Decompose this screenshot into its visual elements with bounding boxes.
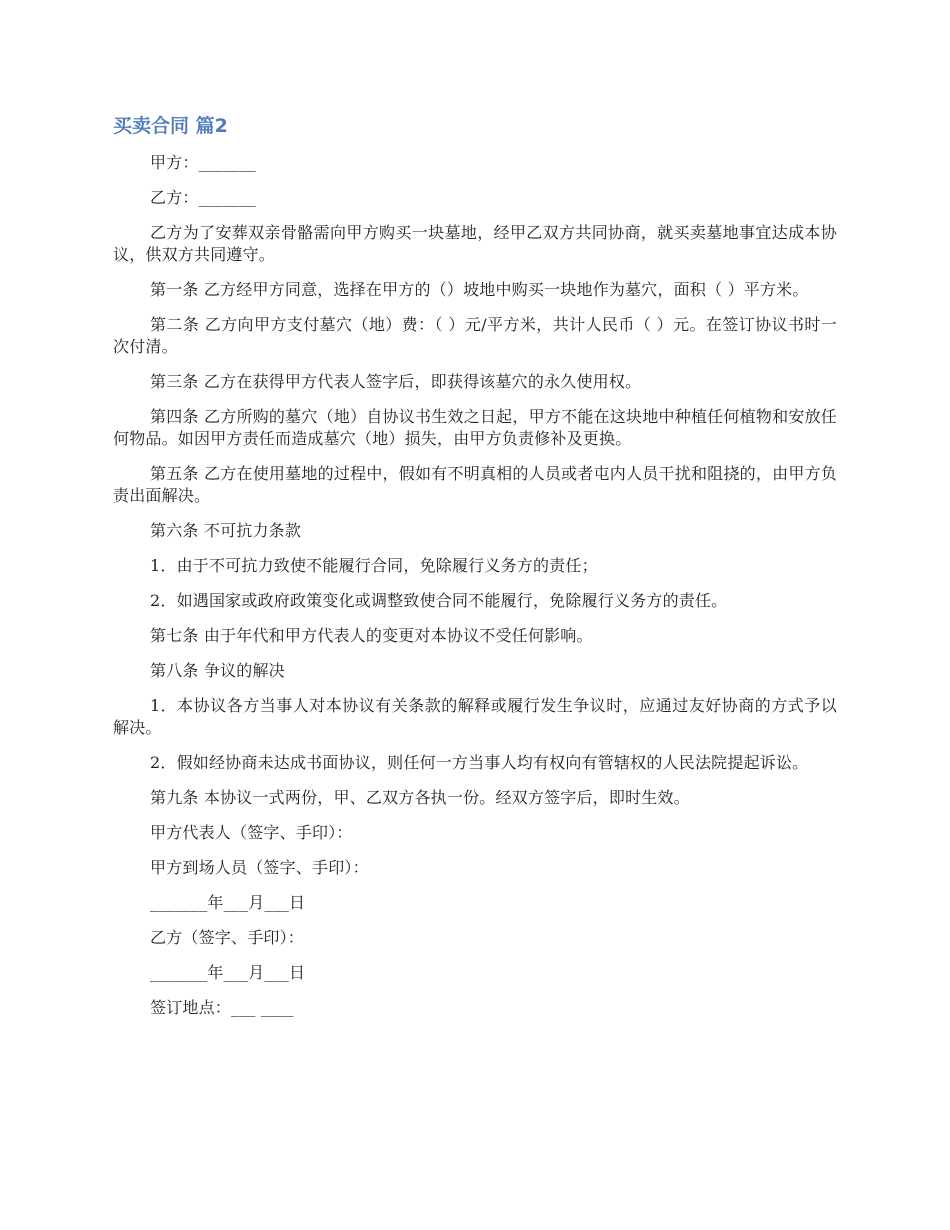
article-6-heading: 第六条 不可抗力条款 bbox=[150, 521, 302, 540]
party-a-date-line: _______年___月___日 bbox=[150, 893, 306, 912]
document-body bbox=[113, 112, 837, 1032]
article-3: 第三条 乙方在获得甲方代表人签字后，即获得该墓穴的永久使用权。 bbox=[150, 372, 642, 391]
party-b-signature: 乙方（签字、手印）： bbox=[150, 928, 305, 947]
article-5: 第五条 乙方在使用墓地的过程中，假如有不明真相的人员或者屯内人员干扰和阻挠的，由甲方负责出面解决。 bbox=[113, 464, 837, 505]
party-b-line: 乙方：_______ bbox=[150, 188, 257, 207]
article-6-item-1: 1．由于不可抗力致使不能履行合同，免除履行义务方的责任； bbox=[150, 556, 598, 575]
party-a-line: 甲方：_______ bbox=[150, 153, 257, 172]
signing-location-line: 签订地点：___ ____ bbox=[150, 998, 294, 1017]
article-9: 第九条 本协议一式两份，甲、乙双方各执一份。经双方签字后，即时生效。 bbox=[150, 788, 690, 807]
article-8-item-1: 1．本协议各方当事人对本协议有关条款的解释或履行发生争议时，应通过友好协商的方式予以解决。 bbox=[113, 696, 837, 737]
preamble-paragraph: 乙方为了安葬双亲骨骼需向甲方购买一块墓地，经甲乙双方共同协商，就买卖墓地事宜达成本协议，供双方共同遵守。 bbox=[113, 223, 837, 264]
article-2: 第二条 乙方向甲方支付墓穴（地）费：（ ）元/平方米，共计人民币（ ）元。在签订协议书时一次付清。 bbox=[113, 315, 837, 356]
article-6-item-2: 2．如遇国家或政府政策变化或调整致使合同不能履行，免除履行义务方的责任。 bbox=[150, 591, 728, 610]
article-7: 第七条 由于年代和甲方代表人的变更对本协议不受任何影响。 bbox=[150, 626, 593, 645]
party-a-representative-signature: 甲方代表人（签字、手印）： bbox=[150, 823, 353, 842]
article-8-item-2: 2．假如经协商未达成书面协议，则任何一方当事人均有权向有管辖权的人民法院提起诉讼。 bbox=[150, 753, 809, 772]
article-8-heading: 第八条 争议的解决 bbox=[150, 661, 285, 680]
party-b-date-line: _______年___月___日 bbox=[150, 963, 306, 982]
party-a-attendee-signature: 甲方到场人员（签字、手印）： bbox=[150, 858, 369, 877]
document-title: 买卖合同 篇2 bbox=[113, 115, 228, 137]
article-4: 第四条 乙方所购的墓穴（地）自协议书生效之日起，甲方不能在这块地中种植任何植物和安放任何物品。如因甲方责任而造成墓穴（地）损失，由甲方负责修补及更换。 bbox=[113, 407, 837, 448]
article-1: 第一条 乙方经甲方同意，选择在甲方的（）坡地中购买一块地作为墓穴，面积（ ）平方米。 bbox=[150, 280, 809, 299]
